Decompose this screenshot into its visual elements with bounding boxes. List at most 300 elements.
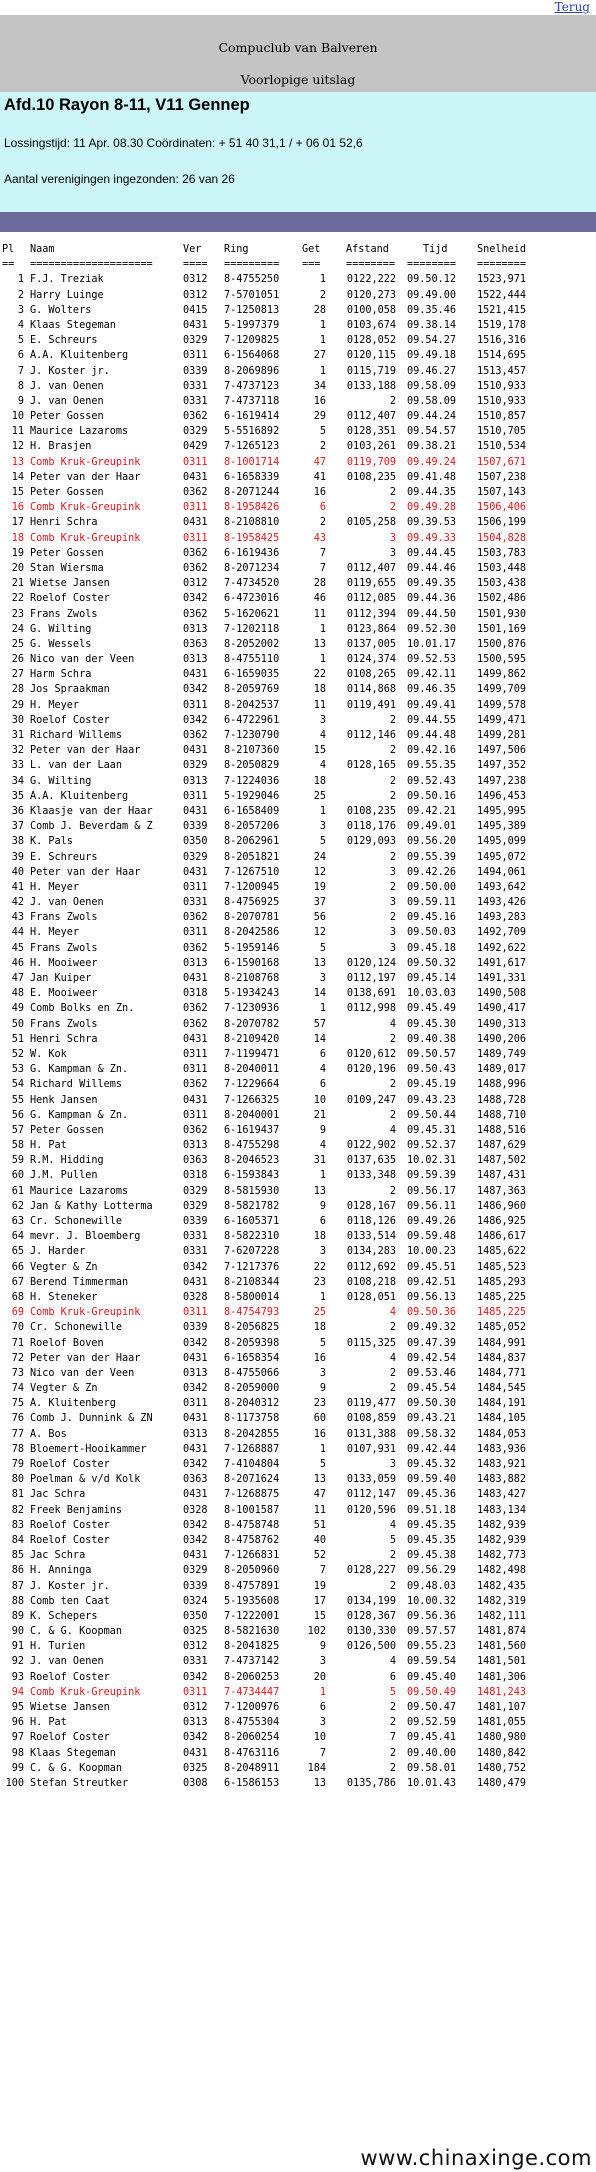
cell-ver: 0313 bbox=[183, 1140, 208, 1152]
cell-ring: 7-4734520 bbox=[224, 578, 280, 590]
cell-ver: 0312 bbox=[183, 1702, 208, 1713]
cell-snelheid: 1481,501 bbox=[477, 1656, 527, 1668]
cell-snelheid: 1501,169 bbox=[477, 623, 527, 635]
cell-get: 51 bbox=[313, 1519, 326, 1531]
cell-afstand: 0108,235 bbox=[346, 805, 396, 817]
cell-pl: 18 bbox=[11, 532, 24, 544]
cell-naam: E. Schreurs bbox=[30, 851, 98, 863]
cell-afstand: 0120,196 bbox=[346, 1064, 396, 1076]
cell-snelheid: 1510,857 bbox=[477, 411, 527, 423]
table-row bbox=[0, 637, 596, 652]
table-row bbox=[0, 1229, 596, 1244]
cell-get: 1 bbox=[319, 1003, 326, 1015]
cell-ver: 0431 bbox=[183, 1033, 208, 1045]
sep-ver: ==== bbox=[183, 259, 208, 271]
cell-afstand: 0128,052 bbox=[346, 335, 396, 347]
cell-pl: 47 bbox=[11, 973, 24, 984]
table-row bbox=[0, 1654, 596, 1669]
cell-afstand: 4 bbox=[389, 1018, 396, 1030]
cell-naam: Cr. Schonewille bbox=[30, 1322, 123, 1334]
cell-ring: 6-1659035 bbox=[224, 669, 280, 681]
cell-tijd: 09.52.53 bbox=[407, 654, 457, 666]
cell-get: 29 bbox=[313, 411, 326, 423]
table-row bbox=[0, 1290, 596, 1305]
cell-ver: 0311 bbox=[183, 456, 208, 468]
cell-pl: 42 bbox=[11, 897, 24, 909]
cell-get: 28 bbox=[313, 304, 326, 316]
cell-naam: Peter van der Haar bbox=[30, 471, 141, 483]
cell-tijd: 09.40.00 bbox=[407, 1747, 457, 1759]
cell-get: 9 bbox=[319, 1641, 326, 1653]
cell-ver: 0362 bbox=[183, 411, 208, 423]
table-row bbox=[0, 288, 596, 303]
cell-snelheid: 1490,206 bbox=[477, 1033, 527, 1045]
cell-ver: 0329 bbox=[183, 1565, 208, 1577]
table-row bbox=[0, 546, 596, 561]
cell-afstand: 2 bbox=[389, 1762, 396, 1774]
cell-tijd: 09.49.41 bbox=[407, 699, 457, 711]
cell-get: 3 bbox=[319, 1717, 326, 1729]
cell-afstand: 0112,197 bbox=[346, 973, 396, 984]
cell-snelheid: 1482,498 bbox=[477, 1565, 527, 1577]
cell-pl: 41 bbox=[11, 881, 24, 893]
cell-afstand: 0128,351 bbox=[346, 426, 396, 438]
cell-afstand: 0119,709 bbox=[346, 456, 396, 468]
cell-naam: Jac Schra bbox=[30, 1550, 86, 1562]
cell-pl: 74 bbox=[11, 1383, 24, 1395]
cell-ring: 8-2060254 bbox=[224, 1732, 280, 1744]
cell-afstand: 0107,931 bbox=[346, 1443, 396, 1455]
cell-tijd: 09.45.49 bbox=[407, 1003, 457, 1015]
cell-ver: 0311 bbox=[183, 881, 208, 893]
cell-ring: 8-4755250 bbox=[224, 274, 280, 286]
cell-snelheid: 1523,971 bbox=[477, 274, 527, 286]
table-row bbox=[0, 1305, 596, 1320]
cell-tijd: 09.45.54 bbox=[407, 1383, 457, 1395]
cell-naam: Poelman & v/d Kolk bbox=[30, 1474, 141, 1486]
cell-get: 11 bbox=[313, 699, 326, 711]
cell-tijd: 09.50.03 bbox=[407, 927, 457, 939]
cell-afstand: 0108,265 bbox=[346, 669, 396, 681]
cell-tijd: 10.00.32 bbox=[407, 1595, 457, 1607]
cell-snelheid: 1507,671 bbox=[477, 456, 527, 468]
cell-pl: 34 bbox=[11, 775, 24, 787]
cell-afstand: 2 bbox=[389, 1747, 396, 1759]
cell-ring: 8-1958426 bbox=[224, 502, 280, 514]
cell-ver: 0329 bbox=[183, 1200, 208, 1212]
cell-ver: 0362 bbox=[183, 547, 208, 559]
cell-ver: 0429 bbox=[183, 441, 208, 453]
cell-naam: Vegter & Zn bbox=[30, 1261, 98, 1273]
cell-naam: Klaasje van der Haar bbox=[30, 805, 153, 817]
cell-snelheid: 1507,238 bbox=[477, 471, 527, 483]
cell-naam: C. & G. Koopman bbox=[30, 1762, 123, 1774]
cell-naam: Henri Schra bbox=[30, 517, 98, 529]
cell-ring: 8-2042586 bbox=[224, 927, 280, 939]
cell-get: 57 bbox=[313, 1018, 326, 1030]
cell-tijd: 09.50.57 bbox=[407, 1048, 457, 1060]
cell-snelheid: 1500,876 bbox=[477, 638, 527, 650]
cell-ring: 8-2059000 bbox=[224, 1383, 280, 1395]
cell-tijd: 09.45.31 bbox=[407, 1124, 457, 1136]
cell-ver: 0329 bbox=[183, 1185, 208, 1197]
cell-afstand: 0120,273 bbox=[346, 289, 396, 301]
cell-tijd: 09.52.30 bbox=[407, 623, 457, 635]
cell-ring: 8-4755110 bbox=[224, 654, 280, 666]
cell-afstand: 0120,115 bbox=[346, 350, 396, 362]
cell-get: 3 bbox=[319, 1246, 326, 1258]
table-row bbox=[0, 409, 596, 424]
cell-afstand: 2 bbox=[389, 1367, 396, 1379]
cell-afstand: 4 bbox=[389, 1656, 396, 1668]
cell-get: 19 bbox=[313, 1580, 326, 1592]
cell-tijd: 09.56.29 bbox=[407, 1565, 457, 1577]
cell-tijd: 09.45.18 bbox=[407, 942, 457, 954]
cell-tijd: 09.50.44 bbox=[407, 1109, 457, 1121]
cell-afstand: 5 bbox=[389, 1686, 396, 1698]
cell-naam: G. Wilting bbox=[30, 775, 92, 787]
cell-tijd: 10.00.23 bbox=[407, 1246, 457, 1258]
cell-ver: 0339 bbox=[183, 1216, 208, 1227]
cell-ring: 8-2040011 bbox=[224, 1064, 280, 1076]
cell-tijd: 10.01.17 bbox=[407, 638, 457, 650]
cell-snelheid: 1490,313 bbox=[477, 1018, 527, 1030]
sep-afstand: ======== bbox=[346, 259, 396, 271]
cell-ver: 0362 bbox=[183, 562, 208, 574]
table-row bbox=[0, 607, 596, 622]
cell-ver: 0431 bbox=[183, 866, 208, 878]
cell-naam: F.J. Treziak bbox=[30, 274, 104, 286]
header-separator bbox=[0, 257, 596, 272]
cell-ver: 0329 bbox=[183, 760, 208, 772]
cell-snelheid: 1499,709 bbox=[477, 684, 527, 696]
table-row bbox=[0, 667, 596, 682]
cell-ver: 0431 bbox=[183, 471, 208, 483]
table-row bbox=[0, 591, 596, 606]
table-row bbox=[0, 1275, 596, 1290]
table-row bbox=[0, 1032, 596, 1047]
cell-tijd: 09.56.36 bbox=[407, 1610, 457, 1622]
table-row bbox=[0, 1214, 596, 1229]
cell-naam: H. Steneker bbox=[30, 1291, 98, 1303]
cell-ver: 0342 bbox=[183, 1519, 208, 1531]
cell-get: 10 bbox=[313, 1732, 326, 1744]
cell-afstand: 0119,655 bbox=[346, 578, 396, 590]
table-row bbox=[0, 774, 596, 789]
cell-snelheid: 1506,199 bbox=[477, 517, 527, 529]
cell-afstand: 3 bbox=[389, 897, 396, 909]
table-row bbox=[0, 925, 596, 940]
cell-afstand: 2 bbox=[389, 851, 396, 863]
cell-pl: 50 bbox=[11, 1018, 24, 1030]
cell-ring: 6-1590168 bbox=[224, 957, 280, 969]
cell-ver: 0311 bbox=[183, 699, 208, 711]
table-row bbox=[0, 850, 596, 865]
cell-afstand: 2 bbox=[389, 1580, 396, 1592]
table-row bbox=[0, 1533, 596, 1548]
table-row bbox=[0, 1563, 596, 1578]
cell-ring: 7-1202118 bbox=[224, 623, 280, 635]
cell-snelheid: 1485,225 bbox=[477, 1291, 527, 1303]
cell-get: 3 bbox=[319, 714, 326, 726]
table-row bbox=[0, 1047, 596, 1062]
cell-tijd: 09.49.24 bbox=[407, 456, 457, 468]
cell-naam: G. Kampman & Zn. bbox=[30, 1064, 129, 1076]
cell-snelheid: 1506,406 bbox=[477, 502, 527, 514]
table-row bbox=[0, 652, 596, 667]
table-row bbox=[0, 531, 596, 546]
cell-afstand: 0105,258 bbox=[346, 517, 396, 529]
cell-get: 1 bbox=[319, 1170, 326, 1182]
cell-tijd: 09.46.27 bbox=[407, 365, 457, 377]
cell-get: 23 bbox=[313, 1398, 326, 1410]
cell-get: 4 bbox=[319, 1140, 326, 1152]
cell-ring: 7-1200945 bbox=[224, 881, 280, 893]
cell-get: 7 bbox=[319, 1747, 326, 1759]
cell-naam: L. van der Laan bbox=[30, 760, 123, 772]
table-row bbox=[0, 941, 596, 956]
cell-snelheid: 1480,842 bbox=[477, 1747, 527, 1759]
cell-get: 1 bbox=[319, 1291, 326, 1303]
cell-get: 9 bbox=[319, 1383, 326, 1395]
table-row bbox=[0, 1351, 596, 1366]
cell-ver: 0342 bbox=[183, 1383, 208, 1395]
cell-naam: H. Meyer bbox=[30, 699, 80, 711]
cell-afstand: 0112,407 bbox=[346, 562, 396, 574]
cell-ver: 0362 bbox=[183, 1018, 208, 1030]
cell-pl: 83 bbox=[11, 1519, 24, 1531]
cell-get: 1 bbox=[319, 365, 326, 377]
cell-snelheid: 1483,936 bbox=[477, 1443, 527, 1455]
race-title: Afd.10 Rayon 8-11, V11 Gennep bbox=[4, 96, 250, 114]
cell-tijd: 09.45.40 bbox=[407, 1671, 457, 1683]
cell-naam: Roelof Coster bbox=[30, 1671, 110, 1683]
cell-get: 15 bbox=[313, 745, 326, 757]
table-row bbox=[0, 1077, 596, 1092]
cell-naam: Frans Zwols bbox=[30, 608, 98, 620]
cell-naam: Peter van der Haar bbox=[30, 745, 141, 757]
cell-get: 16 bbox=[313, 487, 326, 498]
cell-tijd: 09.38.14 bbox=[407, 319, 457, 331]
cell-ver: 0415 bbox=[183, 304, 208, 316]
cell-naam: Comb Kruk-Greupink bbox=[30, 1686, 141, 1698]
cell-ring: 8-2040312 bbox=[224, 1398, 280, 1410]
cell-get: 4 bbox=[319, 1064, 326, 1076]
cell-ring: 8-4755298 bbox=[224, 1140, 280, 1152]
cell-naam: A.A. Kluitenberg bbox=[30, 350, 129, 362]
sep-pl: == bbox=[2, 259, 15, 271]
cell-snelheid: 1484,105 bbox=[477, 1413, 527, 1425]
cell-afstand: 0138,691 bbox=[346, 988, 396, 1000]
watermark-site: www.chinaxinge.com bbox=[360, 2146, 592, 2170]
col-ver: Ver bbox=[183, 244, 202, 255]
cell-tijd: 09.49.18 bbox=[407, 350, 457, 362]
table-row bbox=[0, 318, 596, 333]
cell-pl: 35 bbox=[11, 790, 24, 802]
cell-afstand: 0129,093 bbox=[346, 836, 396, 848]
cell-afstand: 3 bbox=[389, 547, 396, 559]
cell-tijd: 09.59.54 bbox=[407, 1656, 457, 1668]
cell-snelheid: 1487,363 bbox=[477, 1185, 527, 1197]
cell-get: 6 bbox=[319, 1216, 326, 1227]
cell-ver: 0313 bbox=[183, 1428, 208, 1440]
cell-naam: Jan Kuiper bbox=[30, 973, 92, 984]
cell-tijd: 09.49.26 bbox=[407, 1216, 457, 1227]
cell-tijd: 09.40.38 bbox=[407, 1033, 457, 1045]
cell-naam: C. & G. Koopman bbox=[30, 1626, 123, 1638]
cell-pl: 21 bbox=[11, 578, 24, 590]
cell-ver: 0331 bbox=[183, 1656, 208, 1668]
cell-afstand: 0126,500 bbox=[346, 1641, 396, 1653]
cell-tijd: 09.59.40 bbox=[407, 1474, 457, 1486]
table-row bbox=[0, 1746, 596, 1761]
cell-tijd: 09.42.44 bbox=[407, 1443, 457, 1455]
cell-naam: K. Pals bbox=[30, 836, 73, 848]
cell-tijd: 09.44.50 bbox=[407, 608, 457, 620]
cell-ring: 6-1605371 bbox=[224, 1216, 280, 1227]
cell-get: 24 bbox=[313, 851, 326, 863]
cell-snelheid: 1513,457 bbox=[477, 365, 527, 377]
cell-ver: 0431 bbox=[183, 1094, 208, 1106]
cell-naam: Peter Gossen bbox=[30, 487, 104, 498]
cell-afstand: 2 bbox=[389, 1702, 396, 1713]
cell-ring: 8-2070782 bbox=[224, 1018, 280, 1030]
cell-ring: 8-2050829 bbox=[224, 760, 280, 772]
table-row bbox=[0, 1123, 596, 1138]
cell-pl: 78 bbox=[11, 1443, 24, 1455]
result-title: Voorlopige uitslag bbox=[240, 72, 356, 87]
cell-get: 18 bbox=[313, 775, 326, 787]
cell-pl: 19 bbox=[11, 547, 24, 559]
cell-ring: 8-4758762 bbox=[224, 1534, 280, 1546]
cell-snelheid: 1485,225 bbox=[477, 1307, 527, 1319]
cell-snelheid: 1510,705 bbox=[477, 426, 527, 438]
cell-afstand: 0112,692 bbox=[346, 1261, 396, 1273]
cell-get: 6 bbox=[319, 1079, 326, 1091]
table-row bbox=[0, 834, 596, 849]
cell-pl: 67 bbox=[11, 1276, 24, 1288]
cell-ver: 0431 bbox=[183, 745, 208, 757]
cell-ver: 0311 bbox=[183, 790, 208, 802]
cell-snelheid: 1497,352 bbox=[477, 760, 527, 772]
cell-afstand: 3 bbox=[389, 1459, 396, 1470]
cell-pl: 15 bbox=[11, 487, 24, 498]
cell-ver: 0362 bbox=[183, 608, 208, 620]
cell-ring: 8-2042537 bbox=[224, 699, 280, 711]
cell-get: 7 bbox=[319, 547, 326, 559]
cell-tijd: 09.45.51 bbox=[407, 1261, 457, 1273]
cell-ver: 0329 bbox=[183, 335, 208, 347]
cell-tijd: 09.50.32 bbox=[407, 957, 457, 969]
cell-pl: 17 bbox=[11, 517, 24, 529]
col-ring: Ring bbox=[224, 244, 249, 255]
cell-snelheid: 1503,448 bbox=[477, 562, 527, 574]
cell-afstand: 2 bbox=[389, 1033, 396, 1045]
cell-tijd: 09.47.39 bbox=[407, 1337, 457, 1349]
cell-snelheid: 1507,143 bbox=[477, 487, 527, 498]
cell-ring: 8-5815930 bbox=[224, 1185, 280, 1197]
cell-tijd: 09.53.46 bbox=[407, 1367, 457, 1379]
cell-pl: 6 bbox=[17, 350, 24, 362]
cell-naam: Roelof Coster bbox=[30, 593, 110, 605]
cell-afstand: 0131,388 bbox=[346, 1428, 396, 1440]
cell-ring: 8-2062961 bbox=[224, 836, 280, 848]
cell-get: 18 bbox=[313, 684, 326, 696]
cell-naam: J.M. Pullen bbox=[30, 1170, 98, 1182]
cell-pl: 53 bbox=[11, 1064, 24, 1076]
cell-snelheid: 1500,595 bbox=[477, 654, 527, 666]
cell-naam: Maurice Lazaroms bbox=[30, 426, 129, 438]
cell-naam: G. Wolters bbox=[30, 304, 92, 316]
cell-pl: 88 bbox=[11, 1595, 24, 1607]
cell-ring: 7-1266325 bbox=[224, 1094, 280, 1106]
cell-naam: Bloemert-Hooikammer bbox=[30, 1443, 147, 1455]
cell-tijd: 09.42.16 bbox=[407, 745, 457, 757]
table-row bbox=[0, 1427, 596, 1442]
cell-snelheid: 1485,293 bbox=[477, 1276, 527, 1288]
cell-afstand: 0112,146 bbox=[346, 730, 396, 741]
cell-tijd: 09.50.00 bbox=[407, 881, 457, 893]
cell-pl: 63 bbox=[11, 1216, 24, 1227]
cell-ring: 8-2041825 bbox=[224, 1641, 280, 1653]
cell-tijd: 09.45.14 bbox=[407, 973, 457, 984]
cell-tijd: 09.50.30 bbox=[407, 1398, 457, 1410]
table-row bbox=[0, 1001, 596, 1016]
cell-tijd: 09.41.48 bbox=[407, 471, 457, 483]
cell-ring: 6-1586153 bbox=[224, 1777, 280, 1789]
cell-ring: 6-1658354 bbox=[224, 1352, 280, 1364]
cell-snelheid: 1484,053 bbox=[477, 1428, 527, 1440]
cell-ver: 0308 bbox=[183, 1777, 208, 1789]
cell-snelheid: 1499,578 bbox=[477, 699, 527, 711]
cell-afstand: 3 bbox=[389, 532, 396, 544]
cell-pl: 75 bbox=[11, 1398, 24, 1410]
cell-naam: Maurice Lazaroms bbox=[30, 1185, 129, 1197]
cell-afstand: 0128,167 bbox=[346, 1200, 396, 1212]
table-body bbox=[0, 272, 596, 1791]
terug-link[interactable]: Terug bbox=[554, 0, 590, 14]
cell-naam: J. van Oenen bbox=[30, 380, 104, 392]
cell-pl: 94 bbox=[11, 1686, 24, 1698]
col-afstand: Afstand bbox=[346, 244, 389, 255]
cell-naam: Richard Willems bbox=[30, 1079, 123, 1091]
cell-tijd: 10.02.31 bbox=[407, 1155, 457, 1167]
cell-get: 28 bbox=[313, 578, 326, 590]
cell-afstand: 0108,218 bbox=[346, 1276, 396, 1288]
cell-ver: 0339 bbox=[183, 821, 208, 833]
cell-naam: Roelof Coster bbox=[30, 714, 110, 726]
cell-pl: 20 bbox=[11, 562, 24, 574]
cell-afstand: 2 bbox=[389, 1550, 396, 1562]
cell-ver: 0431 bbox=[183, 319, 208, 331]
cell-ver: 0331 bbox=[183, 395, 208, 407]
cell-get: 56 bbox=[313, 912, 326, 924]
cell-tijd: 09.43.23 bbox=[407, 1094, 457, 1106]
cell-ver: 0431 bbox=[183, 1489, 208, 1501]
cell-ring: 8-2040001 bbox=[224, 1109, 280, 1121]
cell-snelheid: 1480,479 bbox=[477, 1777, 527, 1789]
cell-naam: Comb Bolks en Zn. bbox=[30, 1003, 135, 1015]
cell-snelheid: 1486,617 bbox=[477, 1231, 527, 1243]
cell-ring: 8-4757891 bbox=[224, 1580, 280, 1592]
cell-get: 12 bbox=[313, 866, 326, 878]
cell-get: 10 bbox=[313, 1094, 326, 1106]
cell-ring: 6-1564068 bbox=[224, 350, 280, 362]
cell-snelheid: 1503,438 bbox=[477, 578, 527, 590]
cell-tijd: 09.58.32 bbox=[407, 1428, 457, 1440]
cell-pl: 70 bbox=[11, 1322, 24, 1334]
cell-afstand: 0128,165 bbox=[346, 760, 396, 772]
